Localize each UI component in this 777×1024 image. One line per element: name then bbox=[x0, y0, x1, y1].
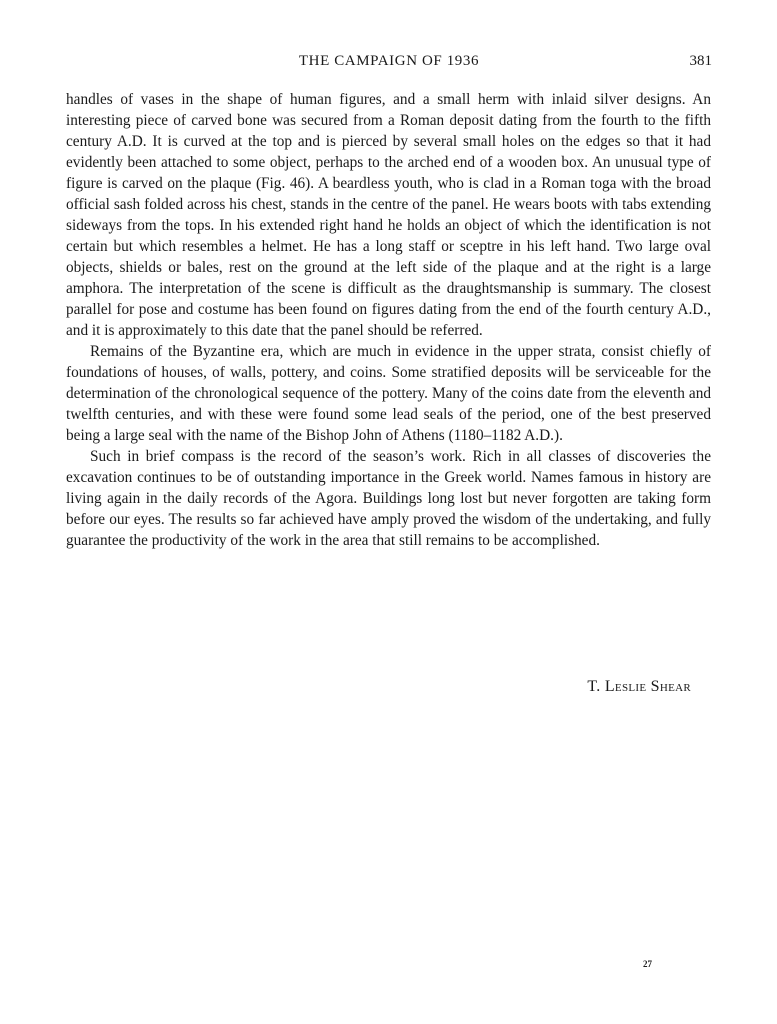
author-signature bbox=[587, 678, 691, 696]
running-title: THE CAMPAIGN OF 1936 bbox=[298, 53, 480, 69]
paragraph-1: handles of vases in the shape of human figures, and a small herm with inlaid silver designs. An interesting piece of carved bone was secured from a Roman deposit dating from the fourth to the fifth century A.D. It is curved at the top and is pierced by several small holes on the edges so that it had evidently been attached to some object, perhaps to the arched end of a wooden box. An unusual type of figure is carved on the plaque (Fig. 46). A beardless youth, who is clad in a Roman toga with the broad official sash folded across his chest, stands in the centre of the panel. He wears boots with tabs extending sideways from the tops. In his extended right hand he holds an object of which the identification is not certain but which resembles a helmet. He has a long staff or sceptre in his left hand. Two large oval objects, shields or bales, rest on the ground at the left side of the plaque and at the right is a large amphora. The interpretation of the scene is difficult as the draughtsmanship is summary. The closest parallel for pose and costume has been found on figures dating from the end of the fourth century A.D., and it is approximately to this date that the panel should be referred. bbox=[66, 91, 711, 339]
paragraph-3: Such in brief compass is the record of the season’s work. Rich in all classes of discoveries the excavation continues to be of outstanding importance in the Greek world. Names famous in history are living again in the daily records of the Agora. Buildings long lost but never forgotten are taking form before our eyes. The results so far achieved have amply proved the wisdom of the undertaking, and fully guarantee the productivity of the work in the area that still remains to be accomplished. bbox=[66, 448, 711, 549]
signature-mark: 27 bbox=[643, 959, 652, 969]
body-text bbox=[66, 89, 711, 551]
running-head bbox=[66, 53, 712, 75]
author-name: T. Leslie Shear bbox=[587, 678, 691, 695]
page-number: 381 bbox=[689, 53, 712, 69]
paragraph-2: Remains of the Byzantine era, which are much in evidence in the upper strata, consist chiefly of foundations of houses, of walls, pottery, and coins. Some stratified deposits will be serviceable for the determination of the chronological sequence of the pottery. Many of the coins date from the eleventh and twelfth centuries, and with these were found some lead seals of the period, one of the best preserved being a large seal with the name of the Bishop John of Athens (1180–1182 A.D.). bbox=[66, 343, 711, 444]
